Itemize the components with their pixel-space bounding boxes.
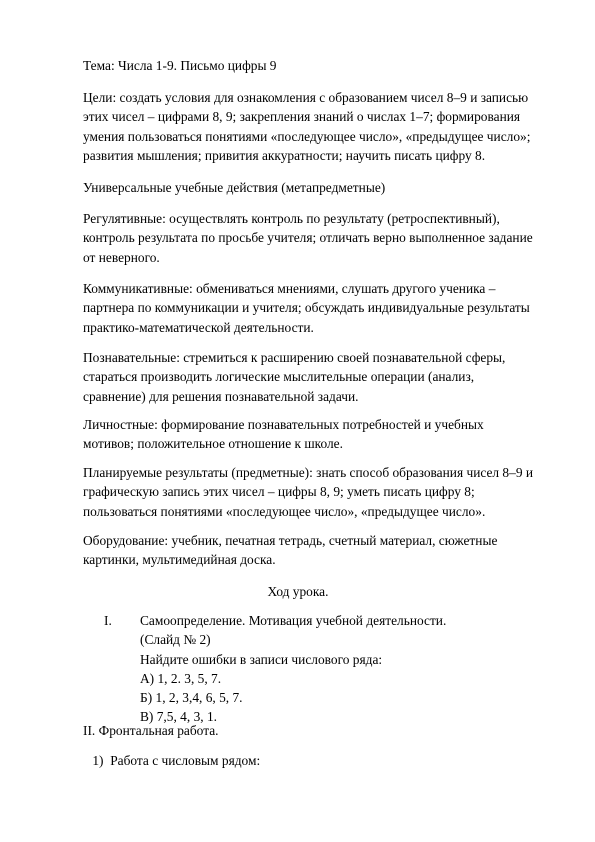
cognitive-line: сравнение) для решения познавательной задачи.: [83, 388, 359, 404]
planned-line: графическую запись этих чисел – цифры 8, 9; уметь писать цифру 8;: [83, 484, 475, 500]
goals-line: умения пользоваться понятиями «последующее число», «предыдущее число»;: [83, 128, 531, 144]
section-two-heading: II. Фронтальная работа.: [83, 723, 219, 738]
uud-heading: Универсальные учебные действия (метапредметные): [83, 180, 386, 195]
equipment-line: Оборудование: учебник, печатная тетрадь, счетный материал, сюжетные: [83, 533, 498, 548]
section-one-body: [140, 611, 540, 727]
cognitive-paragraph: [83, 348, 533, 406]
goals-line: развития мышления; привития аккуратности; научить писать цифру 8.: [83, 147, 486, 163]
regulative-line: контроль результата по просьбе учителя; отличать верно выполненное задание: [83, 230, 533, 246]
equipment-line: картинки, мультимедийная доска.: [83, 552, 276, 568]
section-one-line: Найдите ошибки в записи числового ряда:: [140, 651, 383, 667]
section-one-line: (Слайд № 2): [140, 632, 211, 648]
cognitive-line: Познавательные: стремиться к расширению своей познавательной сферы,: [83, 350, 506, 365]
regulative-line: от неверного.: [83, 249, 160, 265]
communicative-line: партнера по коммуникации и учителя; обсуждать индивидуальные результаты: [83, 300, 530, 316]
subitem-one: 1) Работа с числовым рядом:: [89, 753, 261, 768]
lesson-topic: Тема: Числа 1-9. Письмо цифры 9: [83, 58, 277, 73]
goals-line: этих чисел – цифрами 8, 9; закрепления знаний о числах 1–7; формирования: [83, 109, 521, 125]
communicative-line: Коммуникативные: обмениваться мнениями, слушать другого ученика –: [83, 281, 496, 296]
goals-paragraph: [83, 88, 533, 165]
planned-line: пользоваться понятиями «последующее число», «предыдущее число».: [83, 503, 486, 519]
section-one-line: Б) 1, 2, 3,4, 6, 5, 7.: [140, 690, 243, 706]
communicative-paragraph: [83, 279, 533, 337]
planned-line: Планируемые результаты (предметные): знать способ образования чисел 8–9 и: [83, 465, 534, 480]
personal-line: Личностные: формирование познавательных потребностей и учебных: [83, 417, 484, 432]
section-one-line: Самоопределение. Мотивация учебной деятельности.: [140, 613, 447, 628]
planned-results-paragraph: [83, 463, 533, 521]
goals-line: Цели: создать условия для ознакомления с образованием чисел 8–9 и записью: [83, 90, 529, 105]
section-numeral: I.: [104, 613, 112, 628]
cognitive-line: стараться производить логические мыслительные операции (анализ,: [83, 369, 475, 385]
lesson-progress-heading: Ход урока.: [267, 584, 329, 599]
regulative-paragraph: [83, 209, 533, 267]
communicative-line: практико-математической деятельности.: [83, 319, 314, 335]
section-one-line: В) 7,5, 4, 3, 1.: [140, 709, 217, 725]
section-one-line: А) 1, 2. 3, 5, 7.: [140, 670, 222, 686]
personal-paragraph: [83, 415, 533, 454]
equipment-paragraph: [83, 531, 533, 570]
personal-line: мотивов; положительное отношение к школе.: [83, 436, 343, 452]
regulative-line: Регулятивные: осуществлять контроль по результату (ретроспективный),: [83, 211, 500, 226]
